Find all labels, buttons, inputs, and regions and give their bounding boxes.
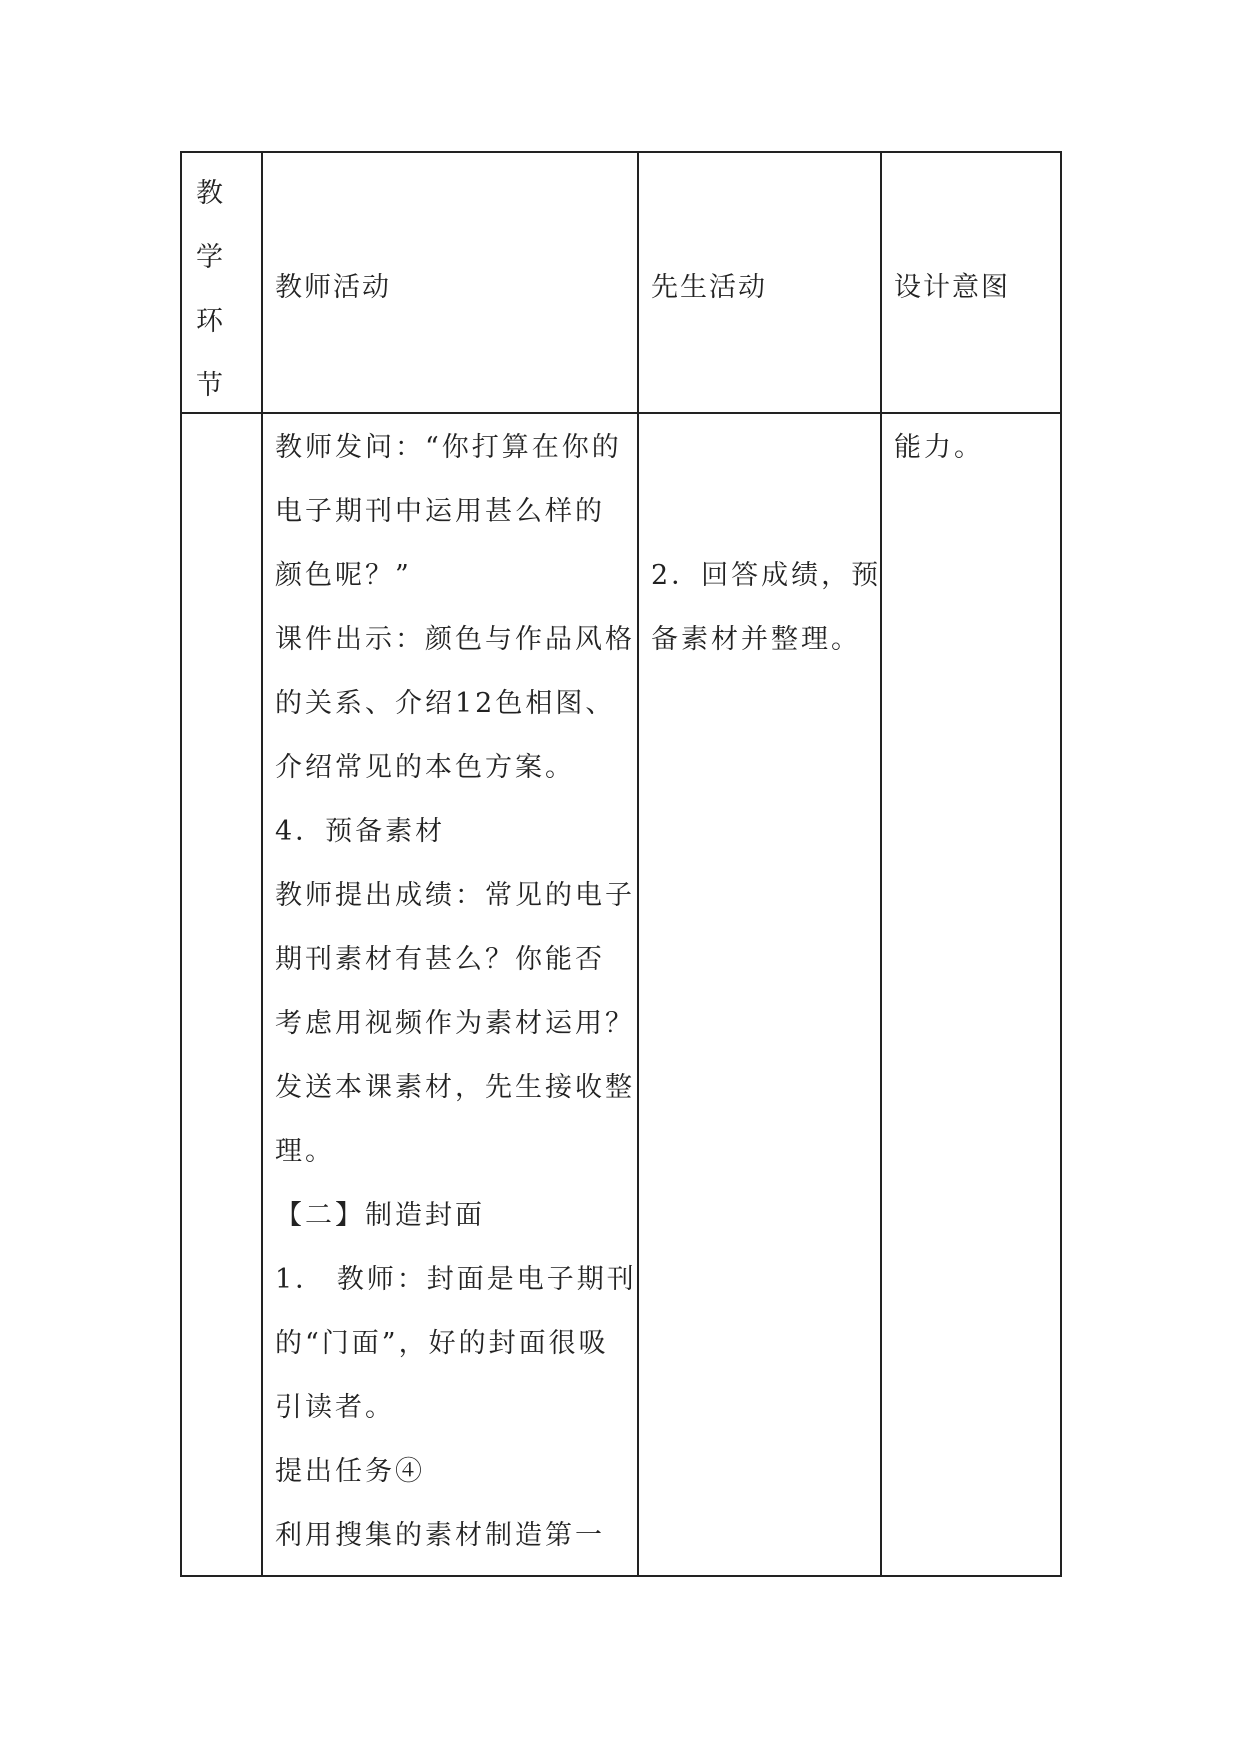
teacher-line: 电子期刊中运用甚么样的 — [275, 496, 605, 527]
header-stage-char: 学 — [196, 242, 223, 273]
header-student-activity: 先生活动 — [651, 272, 767, 303]
teacher-line: 课件出示：颜色与作品风格 — [275, 624, 635, 655]
header-divider — [182, 412, 1060, 414]
teacher-line: 利用搜集的素材制造第一 — [275, 1520, 605, 1551]
teacher-line: 引读者。 — [275, 1392, 395, 1423]
teacher-line: 的“门面”，好的封面很吸 — [275, 1328, 609, 1359]
column-divider-3 — [880, 153, 882, 1575]
header-stage-char: 环 — [196, 306, 223, 337]
teacher-line: 提出任务④ — [275, 1456, 425, 1487]
header-stage-char: 教 — [196, 178, 223, 209]
teacher-line: 介绍常见的本色方案。 — [275, 752, 575, 783]
header-stage-char: 节 — [196, 370, 223, 401]
header-teacher-activity: 教师活动 — [275, 272, 391, 303]
lesson-plan-table — [180, 151, 1062, 1577]
design-line: 能力。 — [894, 432, 984, 463]
teacher-line: 4．预备素材 — [275, 816, 446, 847]
column-divider-1 — [261, 153, 263, 1575]
student-line: 备素材并整理。 — [651, 624, 861, 655]
teacher-line: 颜色呢？” — [275, 560, 412, 591]
student-line: 2．回答成绩，预 — [651, 560, 882, 591]
teacher-line: 考虑用视频作为素材运用？ — [275, 1008, 635, 1039]
teacher-line: 教师发问：“你打算在你的 — [275, 432, 622, 463]
column-divider-2 — [637, 153, 639, 1575]
header-design-intent: 设计意图 — [894, 272, 1010, 303]
teacher-line: 【二】制造封面 — [275, 1200, 485, 1231]
teacher-line: 的关系、介绍12色相图、 — [275, 688, 616, 719]
teacher-line: 理。 — [275, 1136, 335, 1167]
teacher-line: 1． 教师：封面是电子期刊 — [275, 1264, 637, 1295]
teacher-line: 期刊素材有甚么？你能否 — [275, 944, 605, 975]
teacher-line: 发送本课素材，先生接收整 — [275, 1072, 635, 1103]
teacher-line: 教师提出成绩：常见的电子 — [275, 880, 635, 911]
